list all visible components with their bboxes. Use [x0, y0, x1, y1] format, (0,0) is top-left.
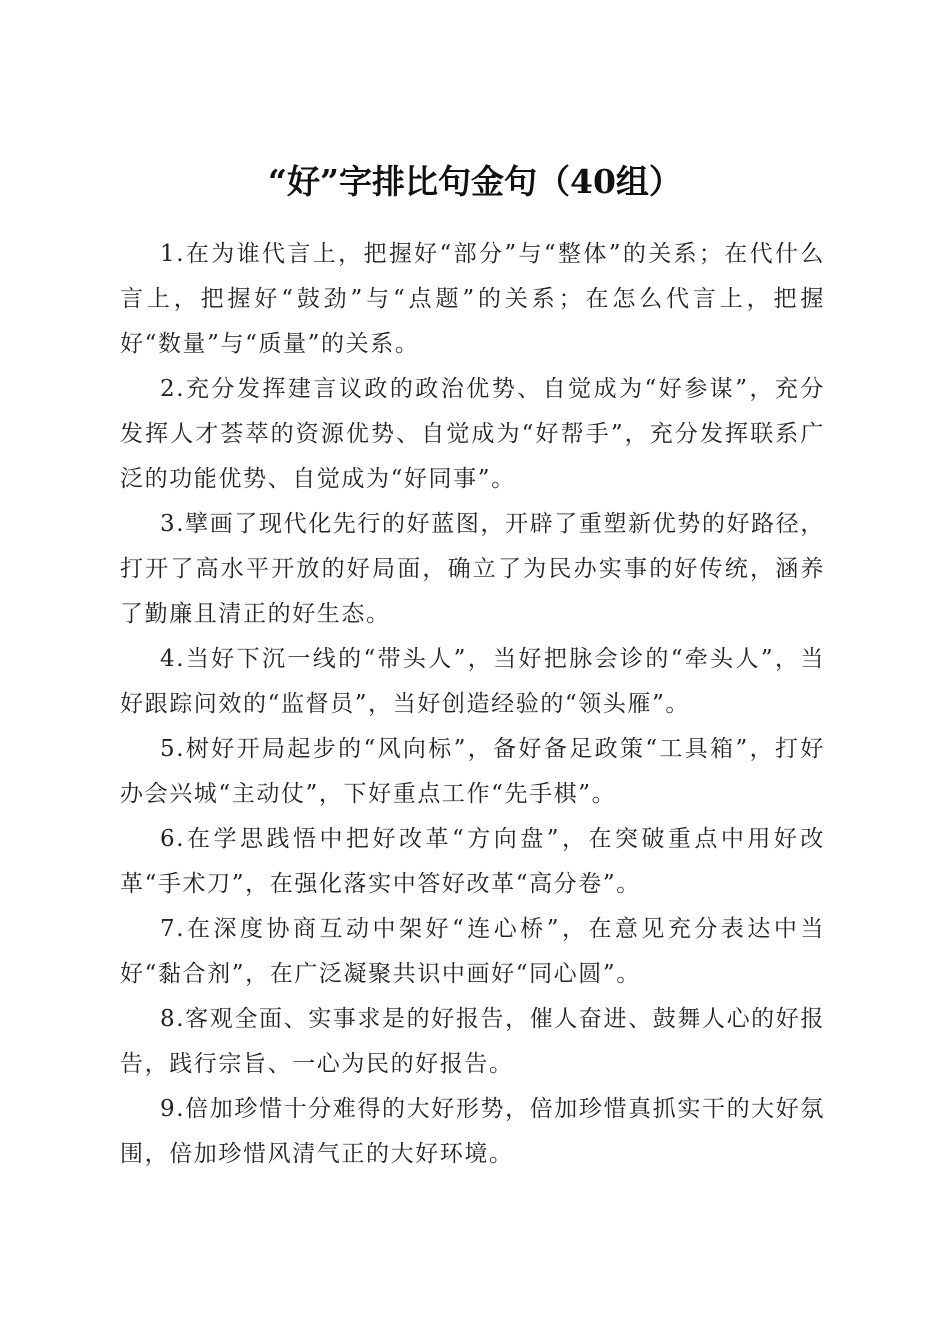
- paragraph-6: 6.在学思践悟中把好改革“方向盘”，在突破重点中用好改革“手术刀”，在强化落实中答好改革“高分卷”。: [120, 826, 825, 897]
- paragraph-5: 5.树好开局起步的“风向标”，备好备足政策“工具箱”，打好办会兴城“主动仗”，下好重点工作“先手棋”。: [120, 736, 825, 807]
- paragraph-7: 7.在深度协商互动中架好“连心桥”，在意见充分表达中当好“黏合剂”，在广泛凝聚共识中画好“同心圆”。: [120, 916, 825, 987]
- paragraph-9: 9.倍加珍惜十分难得的大好形势，倍加珍惜真抓实干的大好氛围，倍加珍惜风清气正的大好环境。: [120, 1096, 825, 1167]
- paragraph-2: 2.充分发挥建言议政的政治优势、自觉成为“好参谋”，充分发挥人才荟萃的资源优势、自觉成为“好帮手”，充分发挥联系广泛的功能优势、自觉成为“好同事”。: [120, 376, 825, 492]
- paragraph-3: 3.擘画了现代化先行的好蓝图，开辟了重塑新优势的好路径，打开了高水平开放的好局面，确立了为民办实事的好传统，涵养了勤廉且清正的好生态。: [120, 511, 825, 627]
- document-body: [120, 232, 825, 1177]
- paragraph-1: 1.在为谁代言上，把握好“部分”与“整体”的关系；在代什么言上，把握好“鼓劲”与“点题”的关系；在怎么代言上，把握好“数量”与“质量”的关系。: [120, 241, 825, 357]
- paragraph-4: 4.当好下沉一线的“带头人”，当好把脉会诊的“牵头人”，当好跟踪问效的“监督员”，当好创造经验的“领头雁”。: [120, 646, 825, 717]
- paragraph-8: 8.客观全面、实事求是的好报告，催人奋进、鼓舞人心的好报告，践行宗旨、一心为民的好报告。: [120, 1006, 825, 1077]
- document-title: “好”字排比句金句（40组）: [268, 162, 682, 202]
